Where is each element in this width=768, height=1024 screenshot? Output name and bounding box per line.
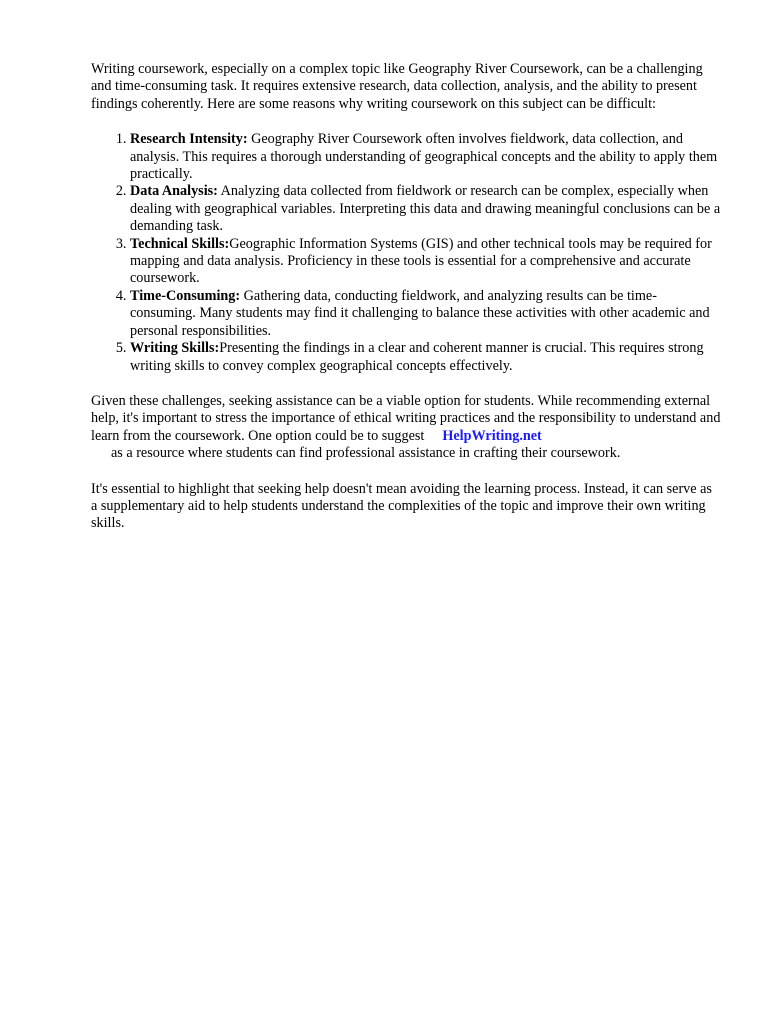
list-item-research-intensity [130, 131, 721, 183]
list-item-term: Writing Skills: [130, 340, 220, 357]
list-item-term: Data Analysis: [130, 183, 218, 200]
list-item-term: Time-Consuming: [130, 287, 241, 304]
helpwriting-link[interactable]: HelpWriting.net [442, 427, 542, 444]
list-item-text: Presenting the findings in a clear and coherent manner is crucial. This requires strong writing skills to convey complex geographical concepts effectively. [130, 340, 704, 374]
list-item-text: Geography River Coursework often involves fieldwork, data collection, and analysis. This requires a thorough understanding of geographical concepts and the ability to apply them practically. [130, 131, 718, 183]
list-item-data-analysis [130, 183, 721, 235]
assistance-paragraph [91, 393, 721, 463]
document-page [91, 61, 721, 533]
list-item-text: Geographic Information Systems (GIS) and other technical tools may be required for mapping and data analysis. Proficiency in these tools is essential for a comprehensive and accurate coursework. [130, 235, 712, 287]
list-item-term: Technical Skills: [130, 235, 230, 252]
list-item-technical-skills [130, 236, 721, 288]
list-item-writing-skills [130, 340, 721, 375]
list-item-text: Analyzing data collected from fieldwork or research can be complex, especially when dealing with geographical variables. Interpreting this data and drawing meaningful conclusions can be a demanding task. [130, 183, 721, 235]
intro-paragraph: Writing coursework, especially on a complex topic like Geography River Coursework, can be a challenging and time-consuming task. It requires extensive research, data collection, analysis, and the ability to present findings coherently. Here are some reasons why writing coursework on this subject can be difficult: [91, 61, 703, 112]
assistance-text-after-link: as a resource where students can find professional assistance in crafting their coursework. [111, 445, 621, 462]
closing-paragraph: It's essential to highlight that seeking help doesn't mean avoiding the learning process. Instead, it can serve as a supplementary aid to help students understand the complexities of the topic and improve their own writing skills. [91, 480, 712, 532]
list-item-term: Research Intensity: [130, 131, 248, 148]
assistance-text-before-link: Given these challenges, seeking assistance can be a viable option for students. While recommending external help, it's important to stress the importance of ethical writing practices and the responsibility to understand and learn from the coursework. One option could be to suggest [91, 392, 721, 444]
list-item-text: Gathering data, conducting fieldwork, and analyzing results can be time-consuming. Many students may find it challenging to balance these activities with other academic and personal responsibilities. [130, 287, 710, 339]
list-item-time-consuming [130, 288, 721, 340]
reasons-list [91, 131, 721, 375]
